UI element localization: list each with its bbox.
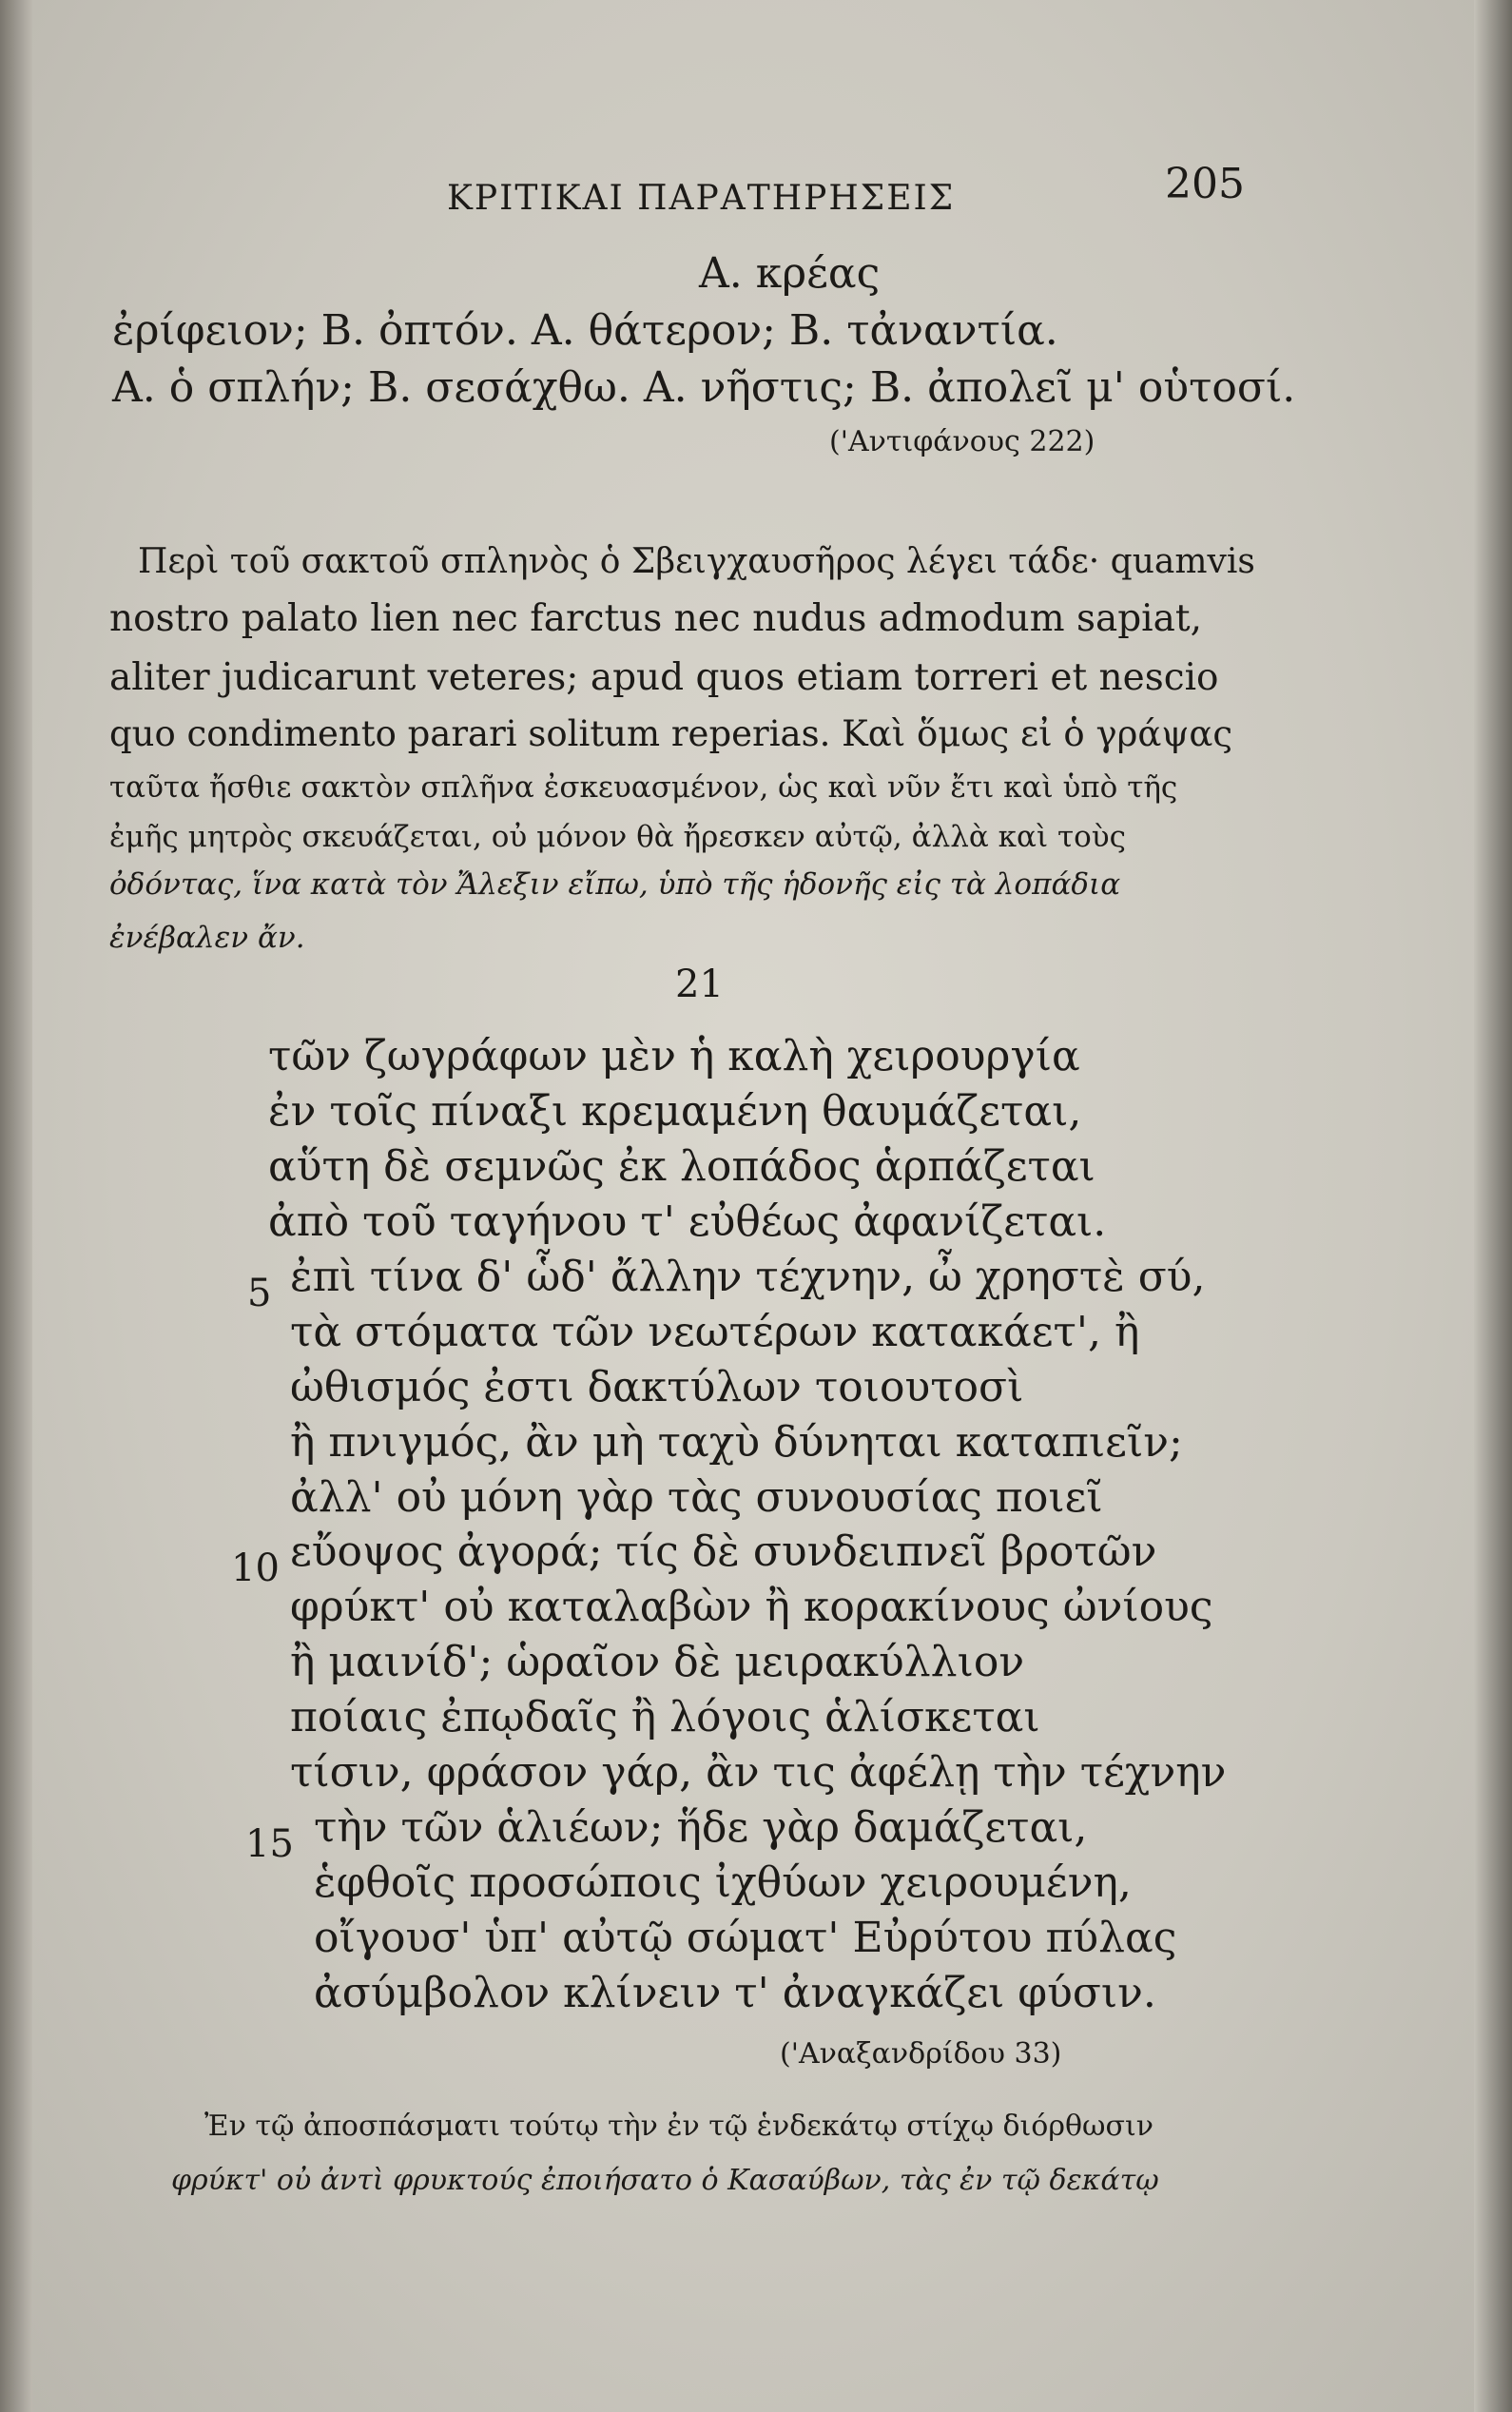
verse-line-16: ἑφθοῖς προσώποις ἰχθύων χειρουμένη, bbox=[314, 1858, 1132, 1907]
page-right-edge bbox=[1474, 0, 1512, 2412]
page-number: 205 bbox=[1165, 160, 1245, 208]
quote1-line-1: Α. κρέας bbox=[699, 249, 881, 298]
verse-line-11: φρύκτ' οὐ καταλαβὼν ἢ κορακίνους ὠνίους bbox=[290, 1583, 1213, 1631]
quote1-line-3: Α. ὁ σπλήν; Β. σεσάχθω. Α. νῆστις; Β. ἀπολεῖ μ' οὑτοσί. bbox=[112, 363, 1296, 412]
verse-line-8: ἢ πνιγμός, ἂν μὴ ταχὺ δύνηται καταπιεῖν; bbox=[290, 1418, 1183, 1467]
verse-line-2: ἐν τοῖς πίναξι κρεμαμένη θαυμάζεται, bbox=[268, 1087, 1082, 1136]
commentary1-line-2: nostro palato lien nec farctus nec nudus admodum sapiat, bbox=[109, 597, 1202, 640]
verse-line-5: ἐπὶ τίνα δ' ὧδ' ἄλλην τέχνην, ὦ χρηστὲ σύ, bbox=[290, 1253, 1206, 1301]
verse-line-12: ἢ μαινίδ'; ὡραῖον δὲ μειρακύλλιον bbox=[290, 1638, 1025, 1686]
commentary1-line-3: aliter judicarunt veteres; apud quos etiam torreri et nescio bbox=[109, 656, 1219, 699]
verse-line-10: εὔοψος ἀγορά; τίς δὲ συνδειπνεῖ βροτῶν bbox=[290, 1527, 1157, 1576]
commentary1-line-8: ἐνέβαλεν ἄν. bbox=[109, 921, 305, 955]
verse-line-18: ἀσύμβολον κλίνειν τ' ἀναγκάζει φύσιν. bbox=[314, 1969, 1156, 2017]
verse-line-9: ἀλλ' οὐ μόνη γὰρ τὰς συνουσίας ποιεῖ bbox=[290, 1473, 1103, 1522]
fragment-attribution: ('Αναξανδρίδου 33) bbox=[780, 2037, 1062, 2071]
verse-line-3: αὕτη δὲ σεμνῶς ἐκ λοπάδος ἁρπάζεται bbox=[268, 1142, 1095, 1191]
quote1-attribution: ('Αντιφάνους 222) bbox=[829, 425, 1095, 458]
commentary1-line-5: ταῦτα ἤσθιε σακτὸν σπλῆνα ἐσκευασμένον, ὡς καὶ νῦν ἔτι καὶ ὑπὸ τῆς bbox=[109, 770, 1178, 805]
verse-line-17: οἴγουσ' ὑπ' αὐτῷ σώματ' Εὐρύτου πύλας bbox=[314, 1914, 1177, 1962]
commentary1-line-6: ἐμῆς μητρὸς σκευάζεται, οὐ μόνον θὰ ἤρεσκεν αὐτῷ, ἀλλὰ καὶ τοὺς bbox=[109, 820, 1126, 854]
verse-line-15: τὴν τῶν ἁλιέων; ἥδε γὰρ δαμάζεται, bbox=[314, 1803, 1088, 1852]
page-left-edge bbox=[0, 0, 32, 2412]
commentary2-line-2: φρύκτ' οὐ ἀντὶ φρυκτούς ἐποιήσατο ὁ Κασαύβων, τὰς ἐν τῷ δεκάτῳ bbox=[171, 2164, 1159, 2197]
line-number-5: 5 bbox=[247, 1272, 272, 1315]
verse-line-13: ποίαις ἐπῳδαῖς ἢ λόγοις ἁλίσκεται bbox=[290, 1693, 1040, 1741]
verse-line-6: τὰ στόματα τῶν νεωτέρων κατακάετ', ἢ bbox=[290, 1308, 1140, 1356]
commentary1-line-7: ὀδόντας, ἵνα κατὰ τὸν Ἄλεξιν εἴπω, ὑπὸ τῆς ἡδονῆς εἰς τὰ λοπάδια bbox=[109, 867, 1121, 902]
commentary1-line-4: quo condimento parari solitum reperias. Καὶ ὅμως εἰ ὁ γράψας bbox=[109, 713, 1233, 754]
fragment-number: 21 bbox=[675, 963, 724, 1006]
quote1-line-2: ἐρίφειον; Β. ὀπτόν. Α. θάτερον; Β. τἀναντία. bbox=[112, 306, 1058, 355]
commentary1-line-1: Περὶ τοῦ σακτοῦ σπληνὸς ὁ Σβειγχαυσῆρος λέγει τάδε· quamvis bbox=[138, 542, 1255, 581]
verse-line-7: ὠθισμός ἐστι δακτύλων τοιουτοσὶ bbox=[290, 1363, 1024, 1411]
line-number-15: 15 bbox=[245, 1822, 294, 1866]
line-number-10: 10 bbox=[231, 1546, 280, 1590]
verse-line-14: τίσιν, φράσον γάρ, ἂν τις ἀφέλῃ τὴν τέχνην bbox=[290, 1748, 1227, 1797]
running-title: ΚΡΙΤΙΚΑΙ ΠΑΡΑΤΗΡΗΣΕΙΣ bbox=[447, 179, 956, 218]
verse-line-1: τῶν ζωγράφων μὲν ἡ καλὴ χειρουργία bbox=[268, 1032, 1080, 1080]
verse-line-4: ἀπὸ τοῦ ταγήνου τ' εὐθέως ἀφανίζεται. bbox=[268, 1197, 1107, 1246]
commentary2-line-1: Ἐν τῷ ἀποσπάσματι τούτῳ τὴν ἐν τῷ ἑνδεκάτῳ στίχῳ διόρθωσιν bbox=[204, 2110, 1153, 2143]
